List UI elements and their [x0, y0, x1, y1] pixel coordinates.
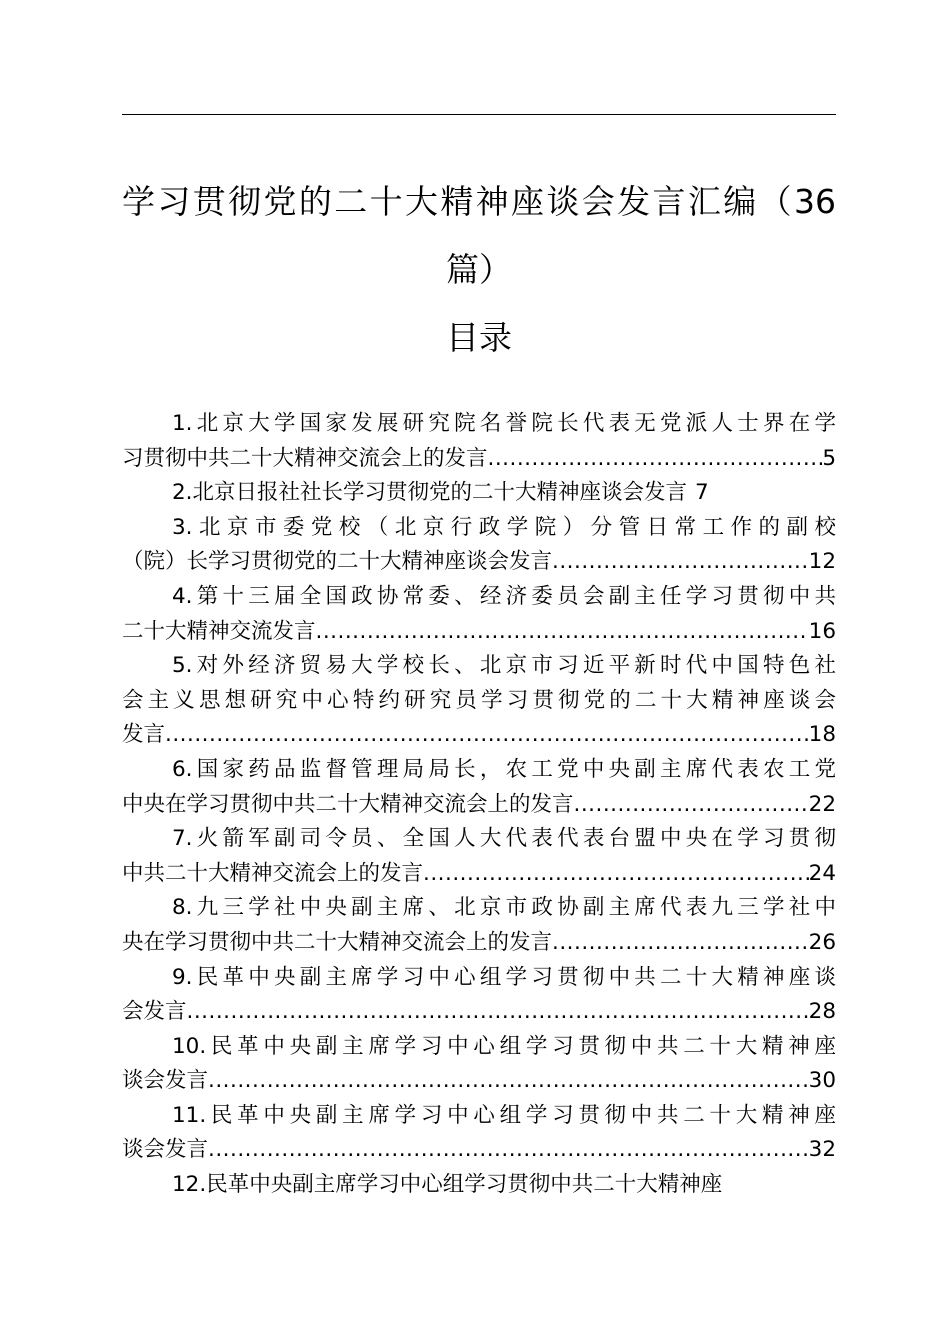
toc-entry-line: 6.国家药品监督管理局局长，农工党中央副主席代表农工党: [172, 756, 836, 782]
toc-entry-line: 11.民革中央副主席学习中心组学习贯彻中共二十大精神座: [172, 1102, 836, 1128]
toc-page-number: 7: [695, 480, 709, 506]
toc-leader-dots: [316, 615, 809, 650]
toc-entry-text: 谈会发言: [122, 1068, 209, 1094]
toc-entry-line: 1.北京大学国家发展研究院名誉院长代表无党派人士界在学: [172, 411, 836, 436]
toc-page-number: 30: [808, 1068, 836, 1094]
toc-entry[interactable]: [122, 1168, 836, 1203]
toc-entry-text: 二十大精神交流发言: [122, 618, 316, 644]
toc-entry-line: 9.民革中央副主席学习中心组学习贯彻中共二十大精神座谈: [172, 964, 836, 990]
toc-page-number: 12: [808, 549, 836, 575]
toc-entry-line: 8.九三学社中央副主席、北京市政协副主席代表九三学社中: [172, 895, 836, 921]
toc-page-number: 32: [808, 1137, 836, 1163]
toc-leader-dots: [187, 995, 809, 1030]
toc-entry-text: 12.民革中央副主席学习中心组学习贯彻中共二十大精神座: [172, 1172, 723, 1198]
header-rule: [122, 114, 836, 115]
toc-entry-line: [122, 1168, 836, 1203]
toc-entry[interactable]: [122, 649, 836, 753]
toc-leader-dots: [208, 1064, 809, 1099]
toc-entry-text: 发言: [122, 722, 166, 748]
toc-entry-line: 10.民革中央副主席学习中心组学习贯彻中共二十大精神座: [172, 1033, 836, 1059]
toc-page-number: 22: [808, 791, 836, 817]
toc-entry-line: [122, 545, 836, 580]
toc-entry-text: 习贯彻中共二十大精神交流会上的发言: [122, 445, 488, 471]
toc-entry[interactable]: [122, 476, 836, 511]
toc-leader-dots: [552, 545, 809, 580]
toc-entry-line: 3.北京市委党校（北京行政学院）分管日常工作的副校: [172, 514, 836, 540]
toc-heading: 目录: [446, 318, 512, 357]
toc-entry-line: [122, 926, 836, 961]
toc-entry[interactable]: [122, 511, 836, 580]
toc-entry-line: [122, 1064, 836, 1099]
toc-spacer: [687, 476, 695, 511]
toc-entry[interactable]: [122, 822, 836, 891]
toc-leader-dots: [574, 788, 809, 823]
toc-page-number: 16: [808, 618, 836, 644]
toc-entry[interactable]: [122, 1030, 836, 1099]
table-of-contents: [122, 407, 836, 1203]
toc-leader-dots: [208, 1133, 809, 1168]
toc-leader-dots: [488, 442, 823, 477]
toc-entry-line: 4.第十三届全国政协常委、经济委员会副主任学习贯彻中共: [172, 583, 836, 609]
toc-entry-line: [122, 857, 836, 892]
toc-leader-dots: [423, 857, 809, 892]
toc-page-number: 18: [808, 722, 836, 748]
toc-entry-line: [122, 442, 836, 477]
toc-page-number: 26: [808, 929, 836, 955]
toc-entry[interactable]: [122, 961, 836, 1030]
toc-entry-text: 会发言: [122, 999, 187, 1025]
toc-entry-text: 央在学习贯彻中共二十大精神交流会上的发言: [122, 929, 553, 955]
toc-entry[interactable]: [122, 753, 836, 822]
toc-entry-line: [122, 1133, 836, 1168]
toc-page-number: 28: [808, 999, 836, 1025]
toc-entry[interactable]: [122, 580, 836, 649]
toc-leader-dots: [552, 926, 809, 961]
toc-page-number: 24: [808, 860, 836, 886]
toc-entry-line: [122, 718, 836, 753]
toc-entry-line: [122, 476, 836, 511]
toc-leader-dots: [165, 718, 809, 753]
toc-entry-line: [122, 995, 836, 1030]
toc-entry-text: 2.北京日报社社长学习贯彻党的二十大精神座谈会发言: [172, 480, 688, 506]
toc-entry-text: （院）长学习贯彻党的二十大精神座谈会发言: [122, 549, 553, 575]
toc-entry[interactable]: [122, 407, 836, 476]
toc-entry-line: [122, 615, 836, 650]
toc-entry-text: 谈会发言: [122, 1137, 209, 1163]
title-line-2: 篇）: [446, 250, 512, 289]
toc-entry-line: 5.对外经济贸易大学校长、北京市习近平新时代中国特色社: [172, 653, 836, 679]
toc-entry-line: [122, 788, 836, 823]
toc-entry-text: 中央在学习贯彻中共二十大精神交流会上的发言: [122, 791, 574, 817]
toc-entry-line: 7.火箭军副司令员、全国人大代表代表台盟中央在学习贯彻: [172, 826, 836, 852]
toc-entry-line: 会主义思想研究中心特约研究员学习贯彻党的二十大精神座谈会: [122, 687, 836, 713]
toc-entry[interactable]: [122, 891, 836, 960]
toc-entry-text: 中共二十大精神交流会上的发言: [122, 860, 424, 886]
document-title: [122, 168, 836, 304]
toc-page-number: 5: [822, 445, 836, 471]
title-line-1: 学习贯彻党的二十大精神座谈会发言汇编（36: [122, 182, 836, 221]
toc-entry[interactable]: [122, 1099, 836, 1168]
